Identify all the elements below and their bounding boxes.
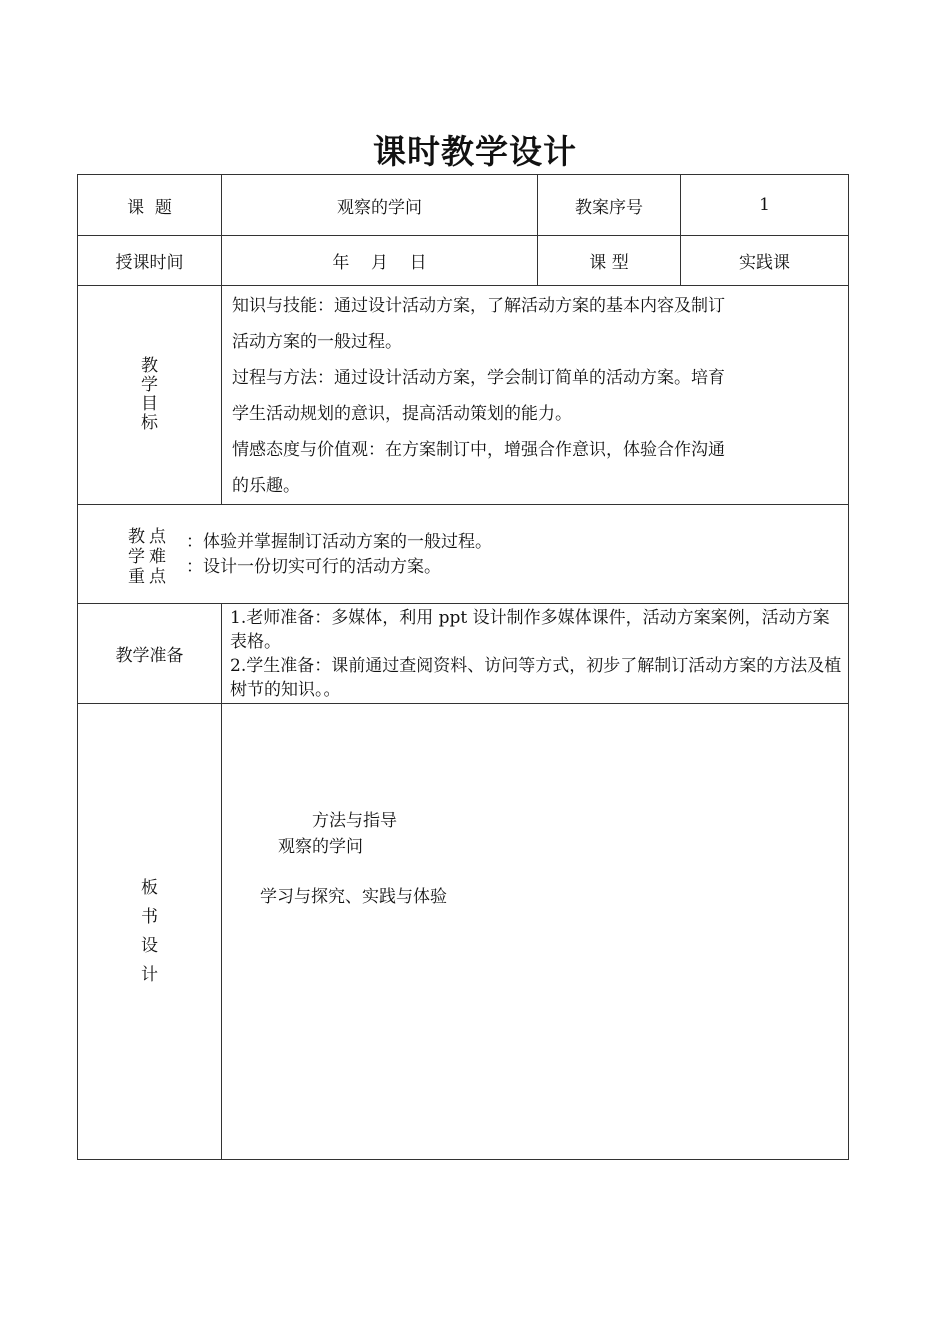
board-label: 板 书 设 计 — [78, 704, 222, 1160]
time-value: 年 月 日 — [222, 236, 538, 286]
board-line: 学习与探究、实践与体验 — [260, 887, 447, 907]
table-row — [78, 505, 849, 604]
page-title: 课时教学设计 — [373, 132, 577, 171]
objectives-content: 知识与技能：通过设计活动方案，了解活动方案的基本内容及制订 活动方案的一般过程。 过程与方法：通过设计活动方案，学会制订简单的活动方案。培育 学生活动规划的意识，提高活动策划的能力。 情感态度与价值观：在方案制订中，增强合作意识，体验合作沟通 的乐趣。 — [222, 286, 849, 505]
key-difficult-label: 教 学 重 点 难 点 — [128, 527, 166, 587]
key-difficult-cell — [78, 505, 849, 604]
table-row — [78, 286, 849, 505]
board-content — [222, 704, 849, 1160]
objectives-label: 教 学 目 标 — [78, 286, 222, 505]
board-line: 观察的学问 — [278, 837, 363, 857]
time-label: 授课时间 — [78, 236, 222, 286]
topic-label: 课 题 — [78, 175, 222, 236]
sequence-value: 1 — [681, 175, 849, 236]
table-row — [78, 604, 849, 704]
board-line: 方法与指导 — [312, 811, 397, 831]
table-row — [78, 175, 849, 236]
lesson-plan-table — [77, 174, 849, 1160]
sequence-label: 教案序号 — [538, 175, 681, 236]
prep-label: 教学准备 — [78, 604, 222, 704]
key-difficult-content: ：体验并掌握制订活动方案的一般过程。 ：设计一份切实可行的活动方案。 — [186, 532, 492, 577]
table-row — [78, 236, 849, 286]
topic-value: 观察的学问 — [222, 175, 538, 236]
type-label: 课 型 — [538, 236, 681, 286]
prep-content: 1.老师准备：多媒体，利用 ppt 设计制作多媒体课件，活动方案案例，活动方案表格。 2.学生准备：课前通过查阅资料、访问等方式，初步了解制订活动方案的方法及植树节的知识。。 — [222, 604, 849, 704]
table-row — [78, 704, 849, 1160]
type-value: 实践课 — [681, 236, 849, 286]
